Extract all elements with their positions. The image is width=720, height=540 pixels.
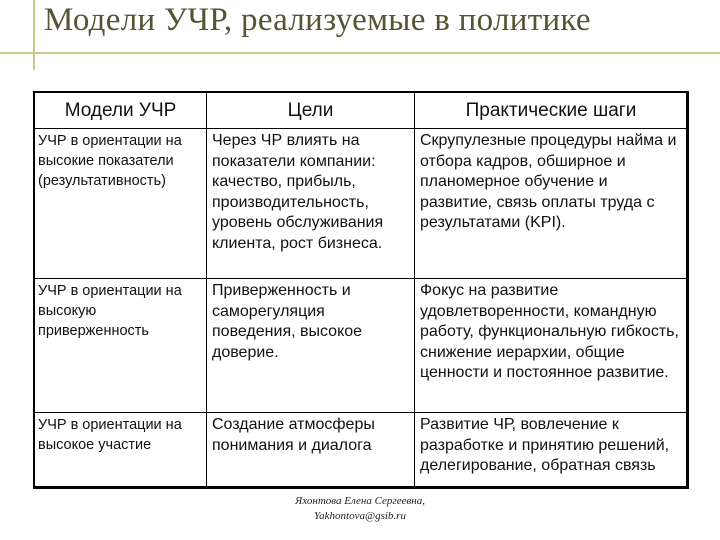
decorative-vertical-line xyxy=(33,0,35,70)
model-cell: УЧР в ориентации на высокие показатели (результативность) xyxy=(35,129,207,279)
steps-cell: Развитие ЧР, вовлечение к разработке и принятию решений, делегирование, обратная связь xyxy=(415,413,688,489)
table-row xyxy=(35,279,688,413)
footer-email: Yakhontova@gsib.ru xyxy=(314,510,406,522)
goal-cell: Через ЧР влиять на показатели компании: качество, прибыль, производительность, уровень обслуживания клиента, рост бизнеса. xyxy=(207,129,415,279)
policy-models-table xyxy=(33,91,689,489)
table-header-row xyxy=(35,93,688,129)
header-steps: Практические шаги xyxy=(415,93,688,129)
slide-title: Модели УЧР, реализуемые в политике xyxy=(44,2,591,38)
goal-cell: Приверженность и саморегуляция поведения, высокое доверие. xyxy=(207,279,415,413)
footer-credit xyxy=(220,494,500,524)
model-cell: УЧР в ориентации на высокое участие xyxy=(35,413,207,489)
table-row xyxy=(35,413,688,489)
model-cell: УЧР в ориентации на высокую приверженность xyxy=(35,279,207,413)
decorative-horizontal-line xyxy=(0,52,720,54)
footer-author: Яхонтова Елена Сергеевна, xyxy=(295,495,425,507)
header-goals: Цели xyxy=(207,93,415,129)
steps-cell: Скрупулезные процедуры найма и отбора кадров, обширное и планомерное обучение и развитие, связь оплаты труда с результатами (KPI). xyxy=(415,129,688,279)
goal-cell: Создание атмосферы понимания и диалога xyxy=(207,413,415,489)
header-models: Модели УЧР xyxy=(35,93,207,129)
steps-cell: Фокус на развитие удовлетворенности, командную работу, функциональную гибкость, снижение иерархии, общие ценности и постоянное развитие. xyxy=(415,279,688,413)
table-row xyxy=(35,129,688,279)
